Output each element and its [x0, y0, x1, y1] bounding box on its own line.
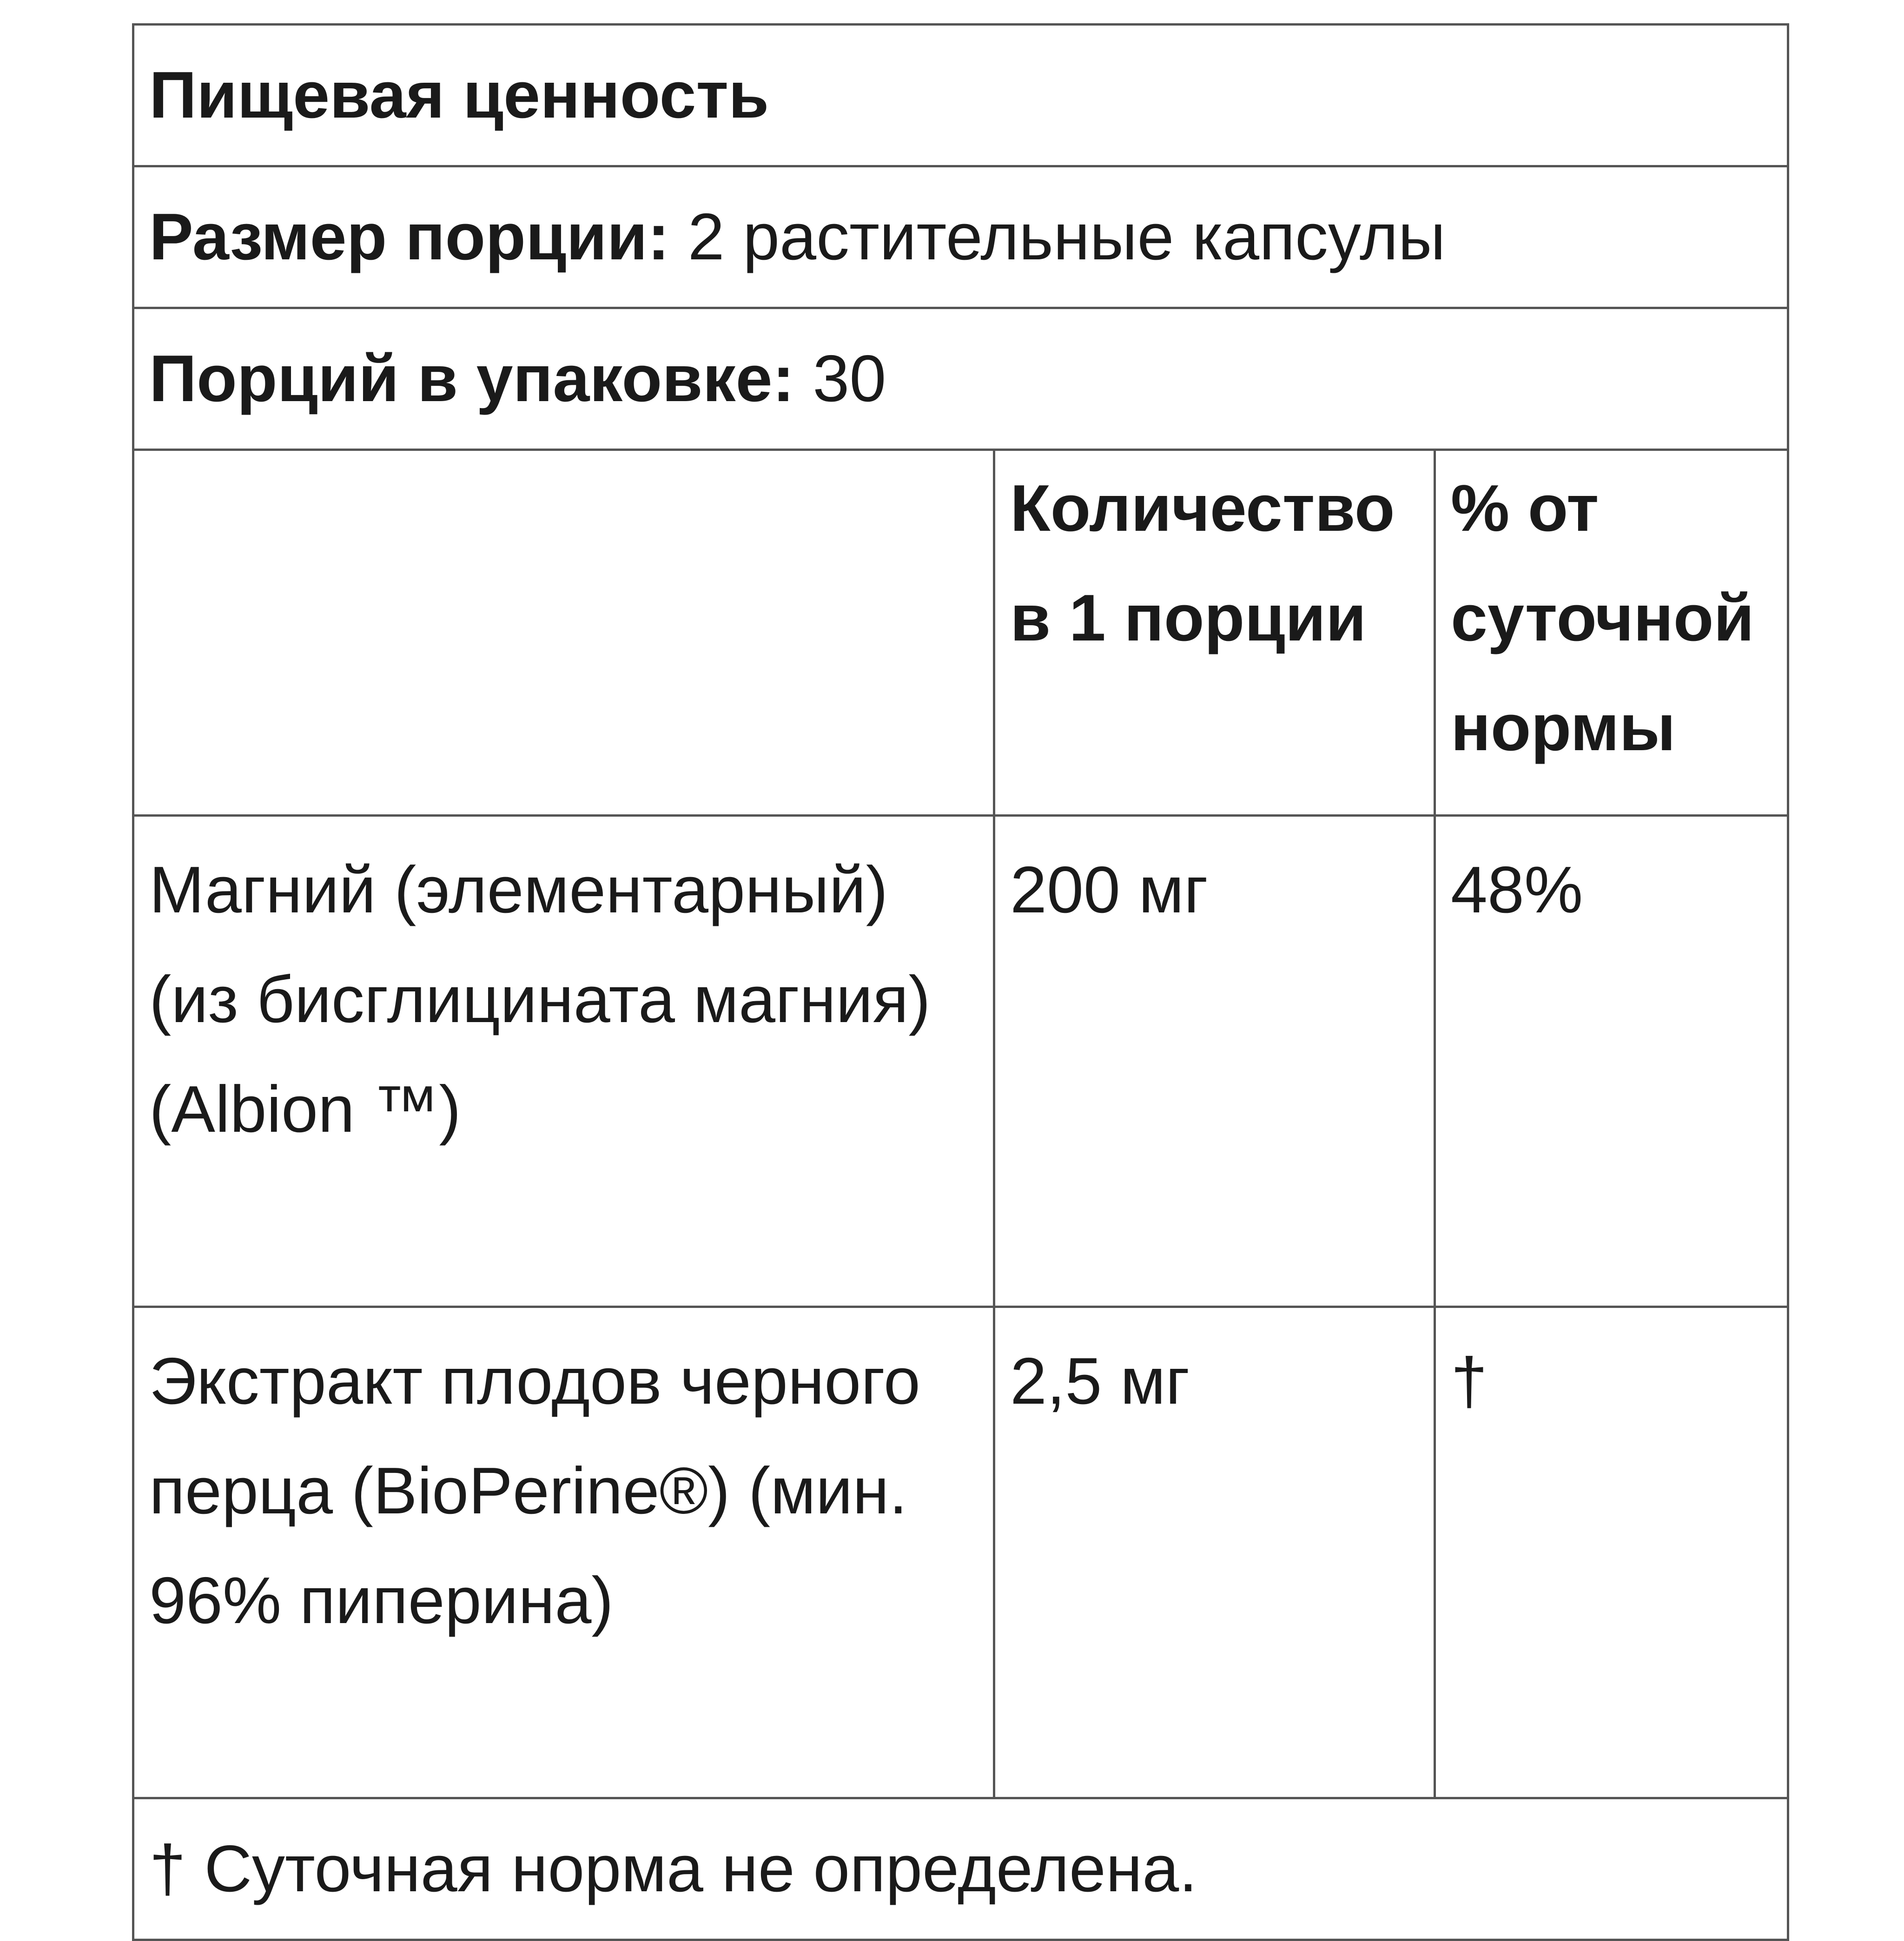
- column-header-blank: [133, 450, 994, 816]
- serving-size-row: [133, 166, 1788, 308]
- title-row: [133, 25, 1788, 166]
- column-header-daily-value: % от суточной нормы: [1435, 450, 1788, 816]
- column-header-amount: Количество в 1 порции: [994, 450, 1435, 816]
- column-header-row: [133, 450, 1788, 816]
- nutrient-name: Экстракт плодов черного перца (BioPerine®) (мин. 96% пиперина): [133, 1307, 994, 1798]
- table-title: [133, 25, 1788, 166]
- serving-size-value: 2 растительные капсулы: [669, 200, 1446, 274]
- nutrient-amount: 2,5 мг: [994, 1307, 1435, 1798]
- table-title-text: Пищевая ценность: [149, 58, 769, 132]
- footnote: † Суточная норма не определена.: [133, 1798, 1788, 1940]
- footnote-row: [133, 1798, 1788, 1940]
- nutrient-daily-value: 48%: [1435, 816, 1788, 1307]
- serving-size-label: Размер порции:: [149, 200, 670, 274]
- table-row: [133, 816, 1788, 1307]
- servings-per-container-value: 30: [794, 342, 886, 416]
- servings-per-container-label: Порций в упаковке:: [149, 342, 794, 416]
- servings-per-container-row: [133, 308, 1788, 450]
- nutrient-amount: 200 мг: [994, 816, 1435, 1307]
- serving-size-cell: [133, 166, 1788, 308]
- nutrient-name: Магний (элементарный) (из бисглицината магния) (Albion ™): [133, 816, 994, 1307]
- table-row: [133, 1307, 1788, 1798]
- servings-per-container-cell: [133, 308, 1788, 450]
- nutrition-facts-table: [132, 23, 1789, 1941]
- nutrient-daily-value: †: [1435, 1307, 1788, 1798]
